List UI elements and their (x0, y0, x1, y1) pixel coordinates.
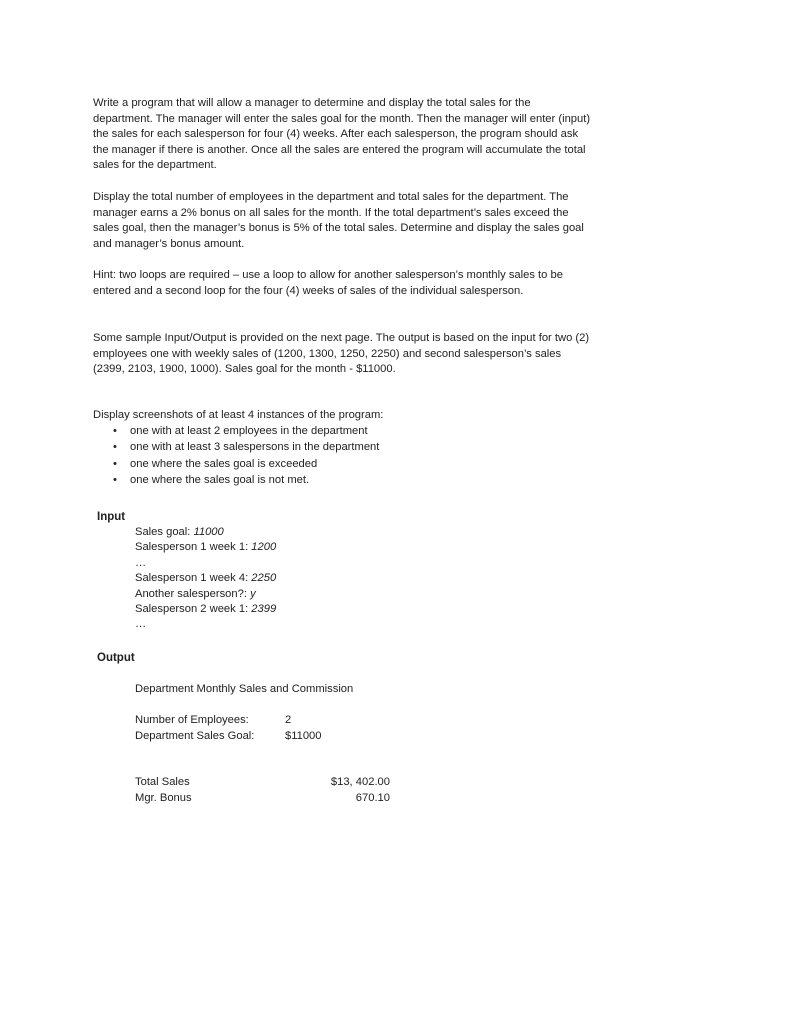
input-line: Salesperson 2 week 1: 2399 (135, 602, 277, 615)
bonus-value: 670.10 (355, 792, 390, 804)
list-item: • one with at least 2 employees in the department (113, 424, 379, 440)
list-item: • one where the sales goal is not met. (113, 473, 379, 489)
output-goal-row (135, 729, 322, 745)
input-heading: Input (97, 511, 126, 523)
output-employees-row (135, 713, 291, 729)
paragraph-screenshots-intro: Display screenshots of at least 4 instances of the program: (93, 409, 384, 421)
paragraph-hint: Hint: two loops are required – use a loop to allow for another salesperson’s monthly sales to be entered and a second loop for the four (4) weeks of sales of the individual salesperson. (93, 269, 563, 297)
input-line: Salesperson 1 week 4: 2250 (135, 572, 277, 585)
list-item: • one where the sales goal is exceeded (113, 457, 379, 473)
paragraph-sample-io: Some sample Input/Output is provided on the next page. The output is based on the input for two (2) employees one with weekly sales of (1200, 1300, 1250, 2250) and second salesperson’s sales (2399, 2103, 1900, 1000). Sales goal for the month - $11000. (93, 332, 590, 376)
input-line: … (135, 556, 147, 569)
input-line: Another salesperson?: y (135, 587, 256, 600)
paragraph-program-description: Write a program that will allow a manager to determine and display the total sales for the department. The manager will enter the sales goal for the month. Then the manager will enter (input) the sales for each salesperson for four (4) weeks. After each salesperson, the program should ask the manager if there is another. Once all the sales are entered the program will accumulate the total sales for the department. (93, 97, 591, 172)
input-sample-block (135, 525, 276, 633)
output-bonus-row (135, 791, 390, 807)
input-line: … (135, 618, 147, 631)
paragraph-display-requirements: Display the total number of employees in the department and total sales for the department. The manager earns a 2% bonus on all sales for the month. If the total department’s sales exceed the sales goal, then the manager’s bonus is 5% of the total sales. Determine and display the sales goal and manager’s bonus amount. (93, 191, 584, 250)
total-sales-value: $13, 402.00 (330, 776, 390, 788)
goal-label: Department Sales Goal: (135, 730, 255, 742)
bonus-label: Mgr. Bonus (135, 792, 192, 804)
employees-value: 2 (285, 714, 292, 726)
output-heading: Output (97, 652, 135, 664)
total-sales-label: Total Sales (135, 776, 190, 788)
input-line: Salesperson 1 week 1: 1200 (135, 541, 277, 554)
list-item: • one with at least 3 salespersons in the department (113, 440, 379, 456)
input-line: Sales goal: 11000 (135, 526, 224, 538)
output-report-title: Department Monthly Sales and Commission (135, 683, 354, 695)
screenshot-requirements-list (113, 424, 379, 490)
output-total-row (135, 775, 390, 791)
employees-label: Number of Employees: (135, 714, 249, 726)
goal-value: $11000 (285, 730, 322, 742)
